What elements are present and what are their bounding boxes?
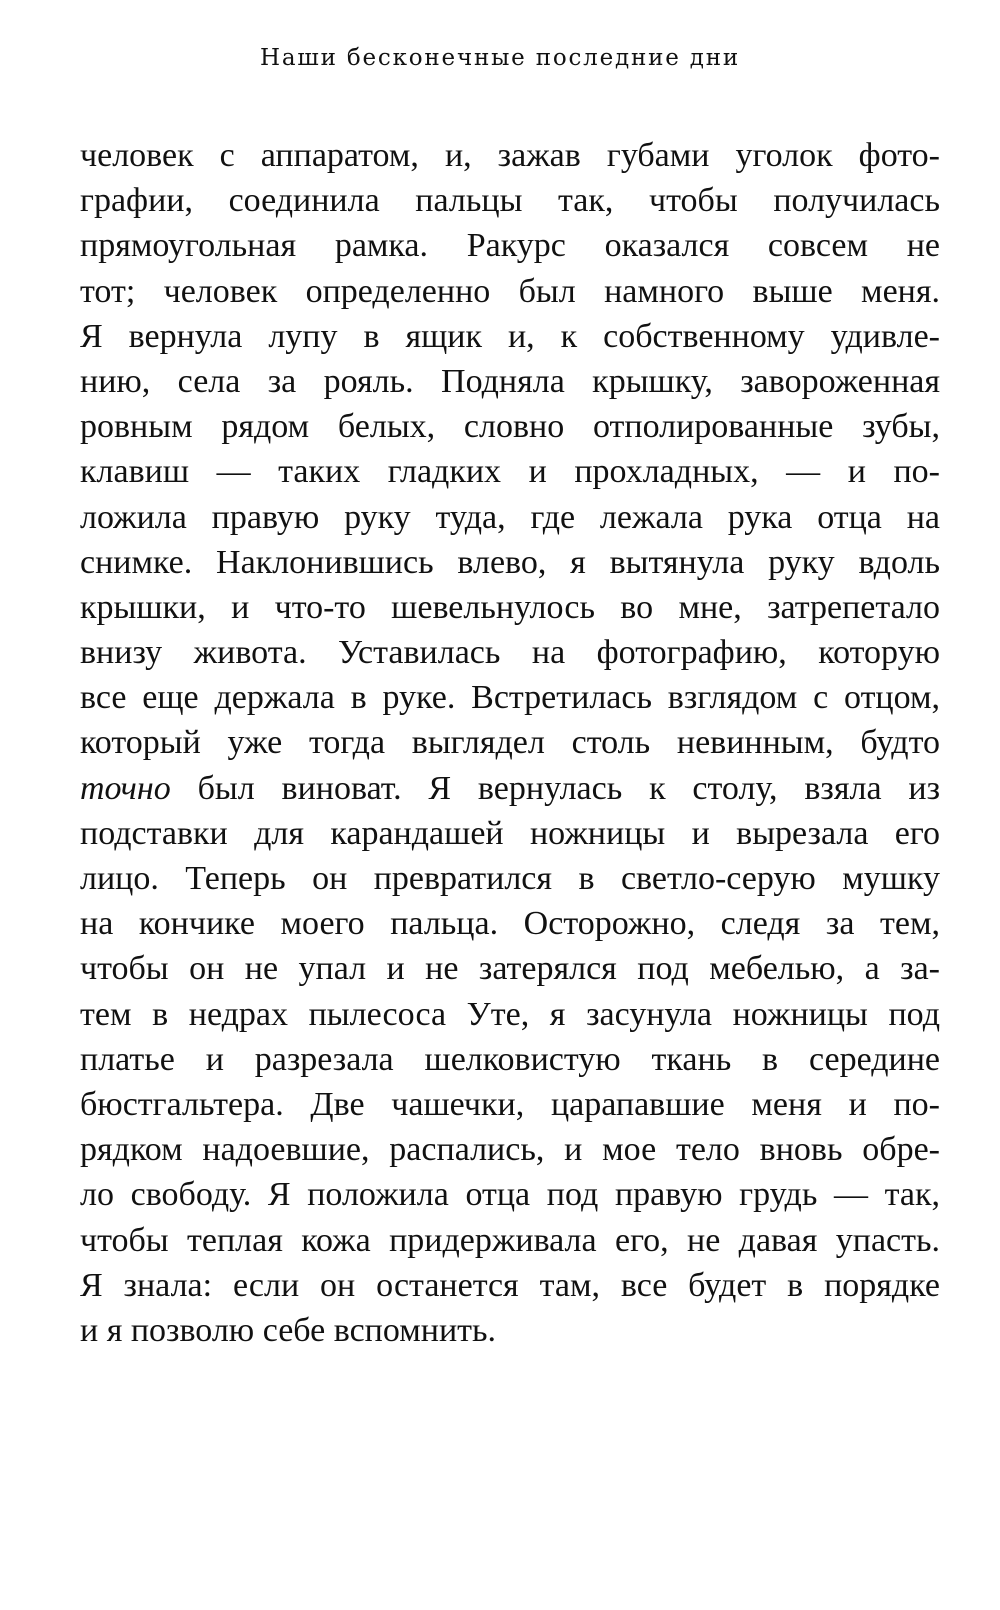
text-line	[80, 766, 940, 811]
text-line: подставки для карандашей ножницы и вырезала его	[80, 814, 940, 852]
body-text	[80, 133, 940, 1353]
text-line: ло свободу. Я положила отца под правую грудь — так,	[80, 1176, 940, 1214]
emphasized-word: точно	[80, 769, 171, 807]
text-line: человек с аппаратом, и, зажав губами уголок фото-	[80, 137, 940, 174]
text-line: тот; человек определенно был намного выше меня.	[80, 272, 940, 310]
text-line: прямоугольная рамка. Ракурс оказался совсем не	[80, 227, 940, 265]
text-line: все еще держала в руке. Встретилась взглядом с отцом,	[80, 679, 940, 717]
text-line: на кончике моего пальца. Осторожно, следя за тем,	[80, 905, 940, 943]
text-line-rest: был виноват. Я вернулась к столу, взяла из	[170, 769, 940, 807]
text-line: и я позволю себе вспомнить.	[80, 1311, 497, 1349]
text-line: нию, села за рояль. Подняла крышку, завороженная	[80, 362, 940, 400]
text-line: клавиш — таких гладких и прохладных, — и по-	[80, 453, 940, 491]
text-line: чтобы теплая кожа придерживала его, не давая упасть.	[80, 1221, 940, 1259]
text-line: снимке. Наклонившись влево, я вытянула руку вдоль	[80, 543, 940, 581]
text-line: бюстгальтера. Две чашечки, царапавшие меня и по-	[80, 1085, 940, 1123]
text-line: крышки, и что-то шевельнулось во мне, затрепетало	[80, 588, 940, 626]
text-line: Я знала: если он останется там, все будет в порядке	[80, 1266, 940, 1304]
text-line: графии, соединила пальцы так, чтобы получилась	[80, 182, 940, 220]
text-line: который уже тогда выглядел столь невинным, будто	[80, 724, 940, 762]
text-line: рядком надоевшие, распались, и мое тело вновь обре-	[80, 1131, 940, 1169]
text-line: Я вернула лупу в ящик и, к собственному удивле-	[80, 317, 940, 355]
text-line: ложила правую руку туда, где лежала рука отца на	[80, 498, 940, 536]
running-head: Наши бесконечные последние дни	[260, 45, 740, 71]
text-line: ровным рядом белых, словно отполированные зубы,	[80, 408, 940, 446]
text-line: тем в недрах пылесоса Уте, я засунула ножницы под	[80, 995, 940, 1033]
text-line: внизу живота. Уставилась на фотографию, которую	[80, 634, 940, 672]
text-line: платье и разрезала шелковистую ткань в середине	[80, 1040, 940, 1078]
text-line: лицо. Теперь он превратился в светло-серую мушку	[80, 860, 940, 897]
text-line: чтобы он не упал и не затерялся под мебелью, а за-	[80, 950, 940, 988]
